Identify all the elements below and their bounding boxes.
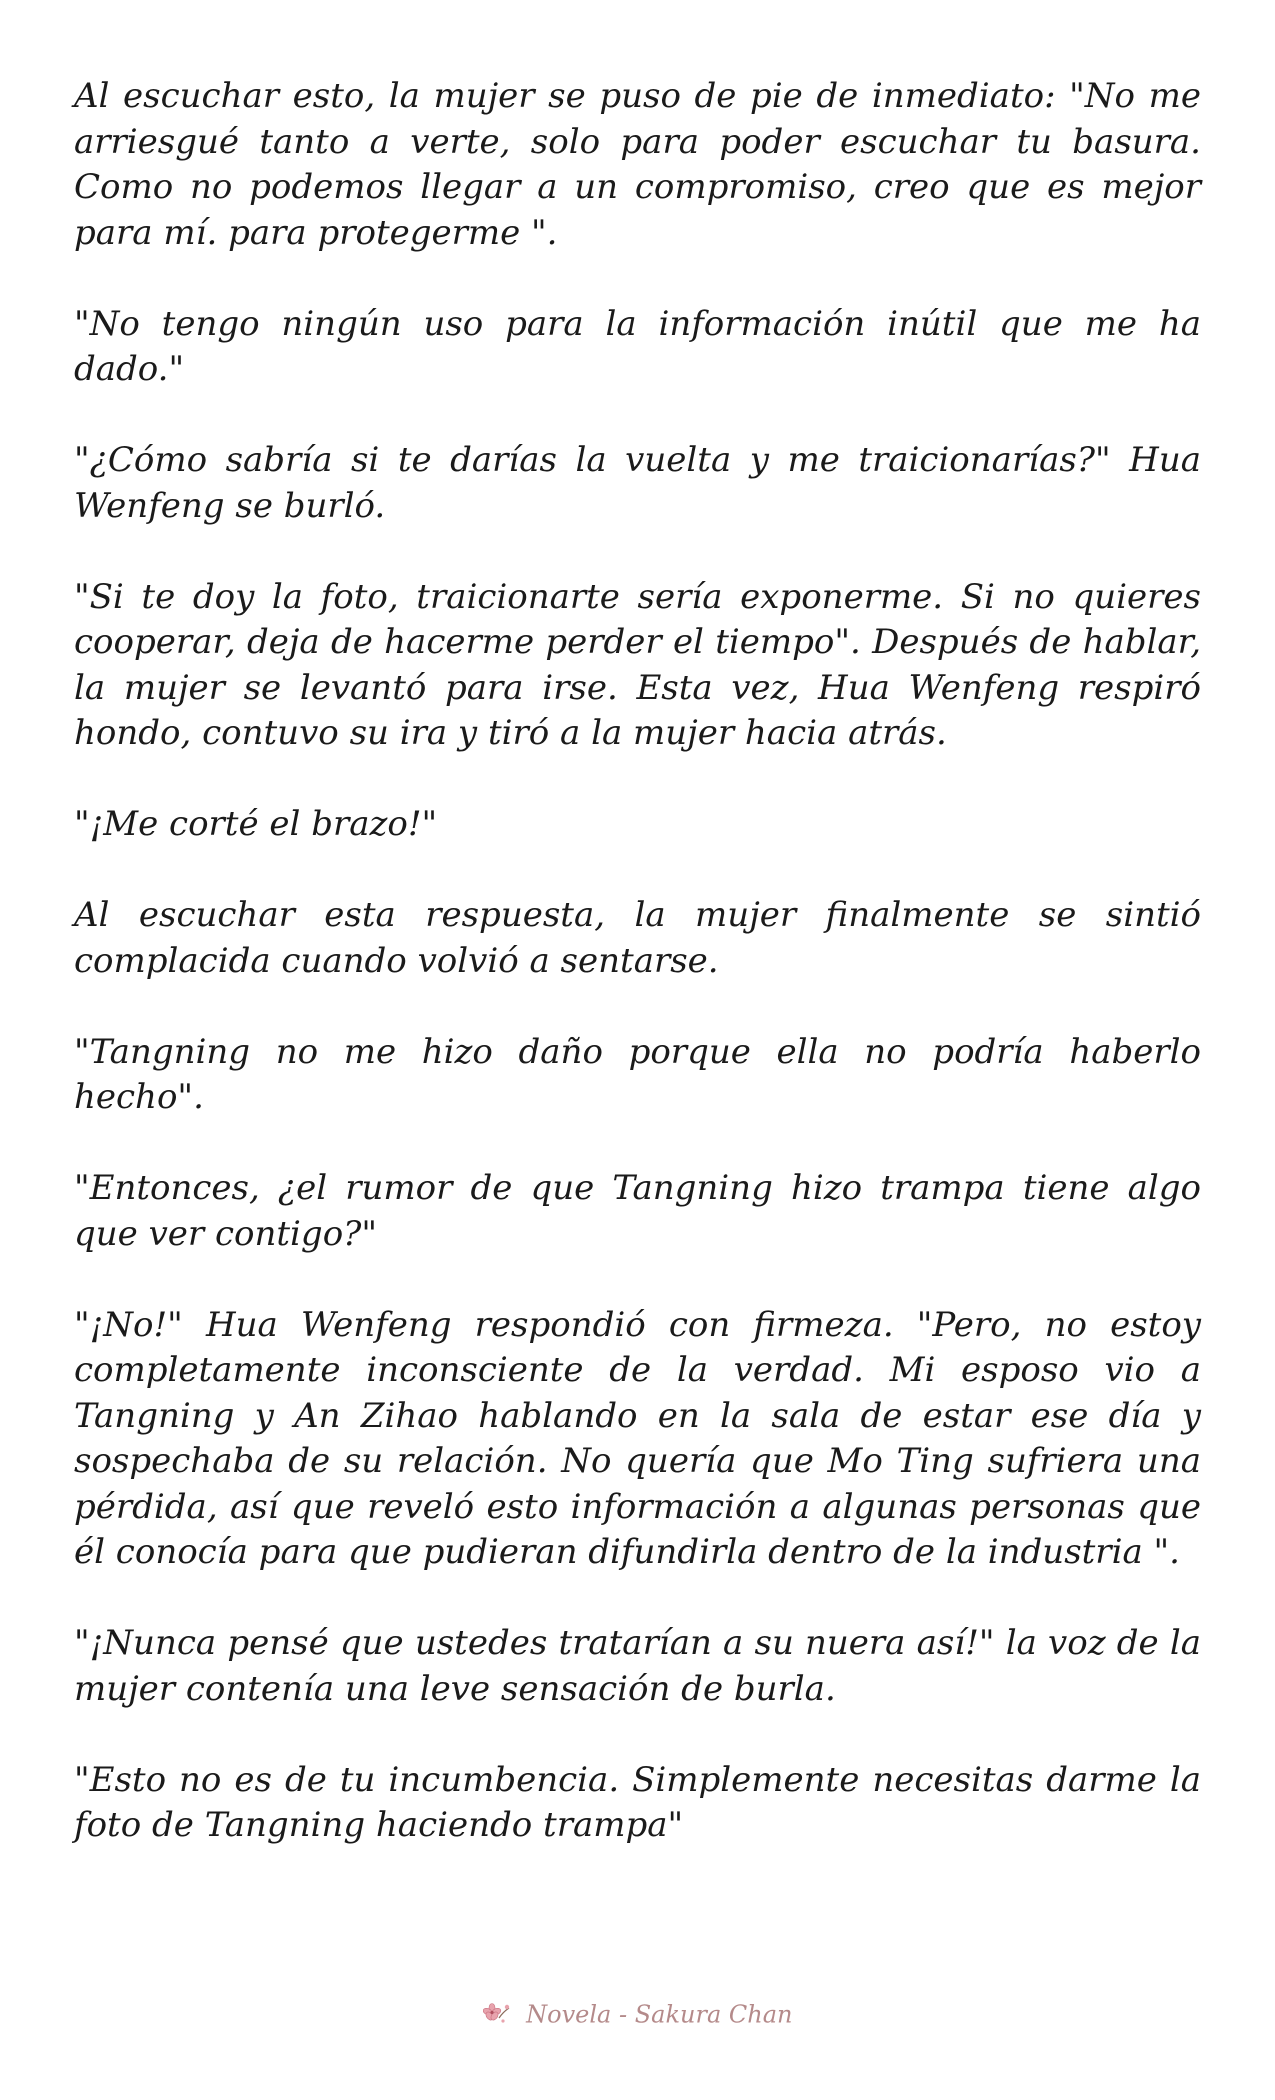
paragraph-7: "Tangning no me hizo daño porque ella no podría haberlo hecho".: [74, 1031, 1201, 1117]
paragraph-4: "Si te doy la foto, traicionarte sería exponerme. Si no quieres cooperar, deja de hacerme perder el tiempo". Después de hablar, la mujer se levantó para irse. Esta vez, Hua Wenfeng respiró hondo, contuvo su ira y tiró a la mujer hacia atrás.: [74, 576, 1201, 753]
watermark-text: Novela - Sakura Chan: [526, 2000, 793, 2029]
paragraph-9: "¡No!" Hua Wenfeng respondió con firmeza. "Pero, no estoy completamente inconsciente de la verdad. Mi esposo vio a Tangning y An Zihao hablando en la sala de estar ese día y sospechaba de su relación. No quería que Mo Ting sufriera una pérdida, así que reveló esto información a algunas personas que él conocía para que pudieran difundirla dentro de la industria ".: [74, 1304, 1201, 1572]
paragraph-8: "Entonces, ¿el rumor de que Tangning hizo trampa tiene algo que ver contigo?": [74, 1168, 1201, 1254]
paragraph-5: "¡Me corté el brazo!": [74, 804, 438, 844]
paragraph-3: "¿Cómo sabría si te darías la vuelta y me traicionarías?" Hua Wenfeng se burló.: [74, 440, 1201, 526]
sakura-flower-icon: [483, 2002, 513, 2028]
watermark: [0, 1998, 1275, 2030]
paragraph-1: Al escuchar esto, la mujer se puso de pie de inmediato: "No me arriesgué tanto a verte, solo para poder escuchar tu basura. Como no podemos llegar a un compromiso, creo que es mejor para mí. para protegerme ".: [74, 76, 1201, 253]
paragraph-2: "No tengo ningún uso para la información inútil que me ha dado.": [74, 303, 1201, 389]
paragraph-10: "¡Nunca pensé que ustedes tratarían a su nuera así!" la voz de la mujer contenía una leve sensación de burla.: [74, 1623, 1201, 1709]
paragraph-6: Al escuchar esta respuesta, la mujer finalmente se sintió complacida cuando volvió a sentarse.: [74, 895, 1201, 981]
story-text: [74, 74, 1201, 1849]
paragraph-11: "Esto no es de tu incumbencia. Simplemente necesitas darme la foto de Tangning haciendo trampa": [74, 1759, 1201, 1845]
